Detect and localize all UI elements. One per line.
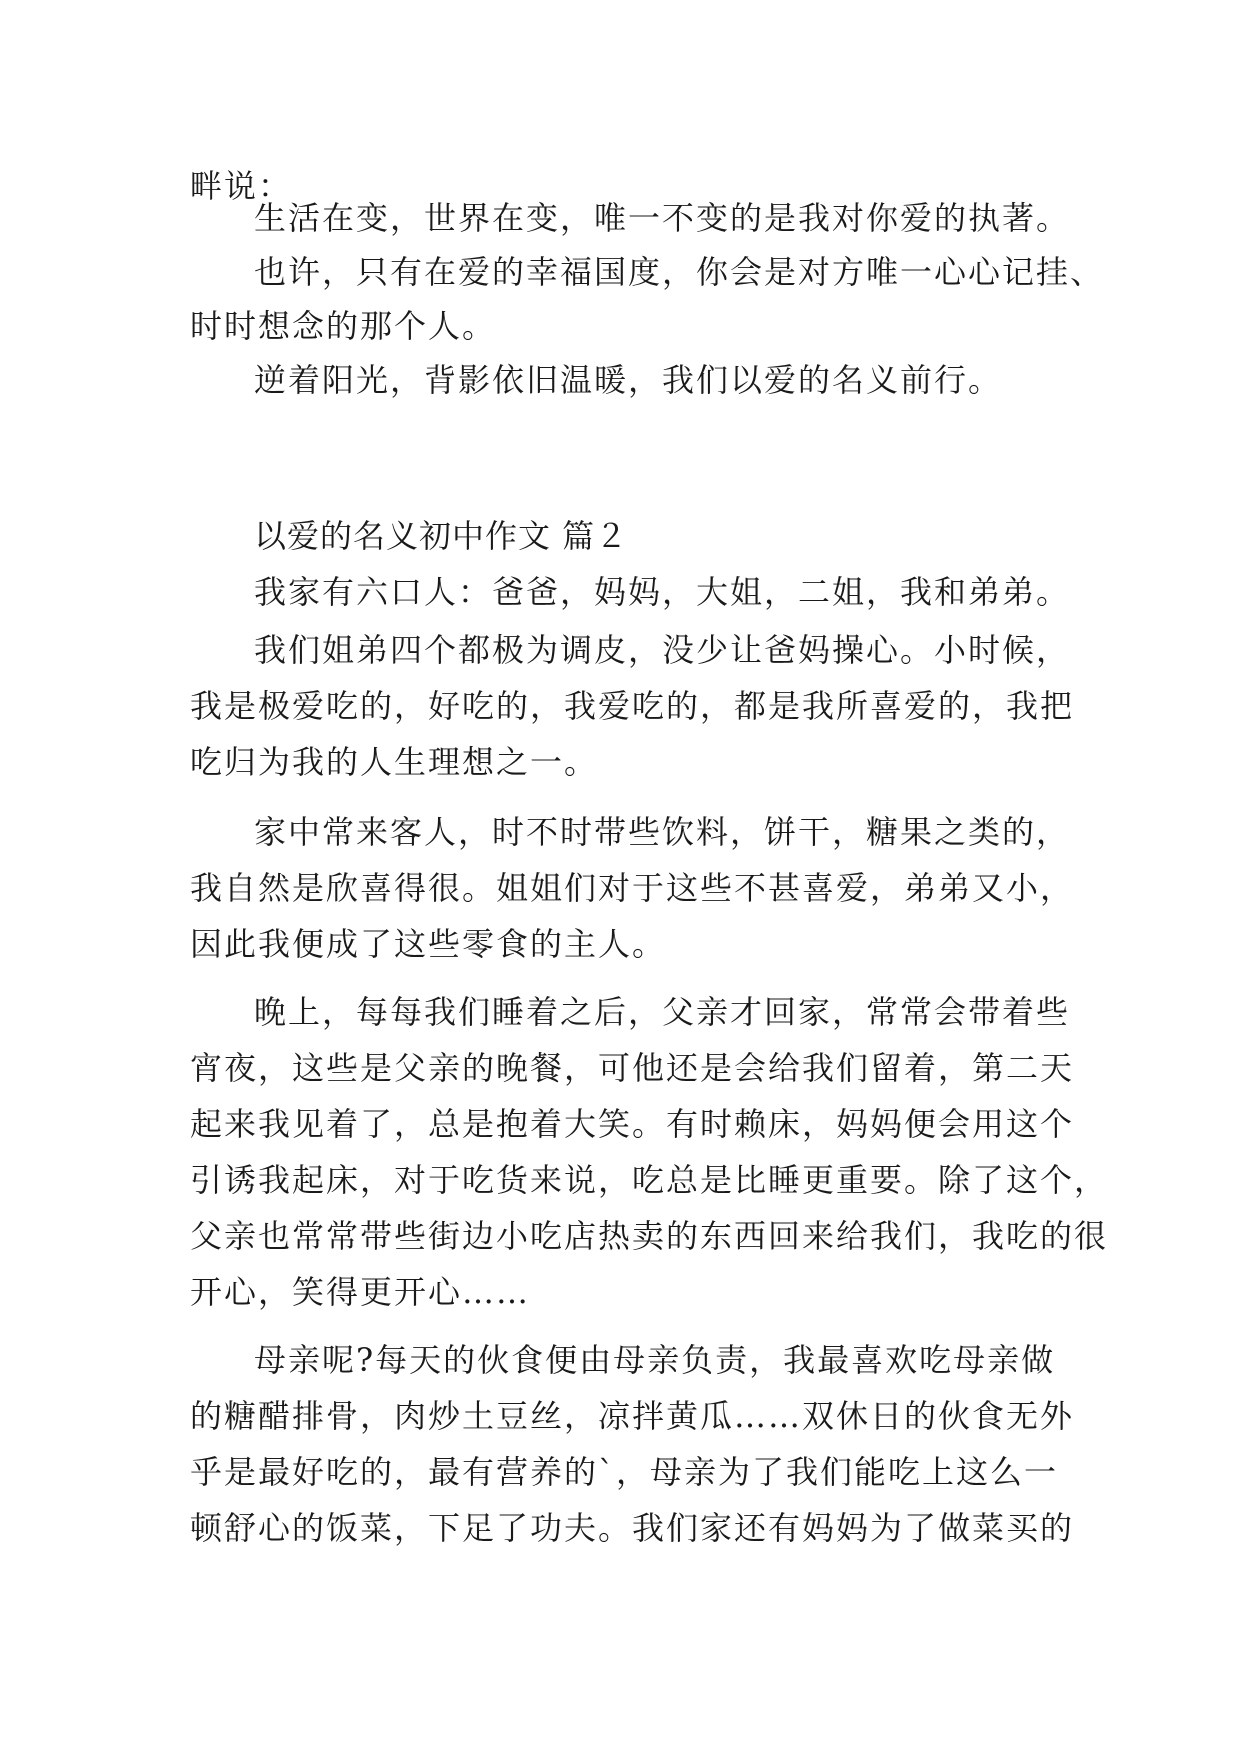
text-line: 时时想念的那个人。 — [190, 307, 497, 345]
text-line: 生活在变，世界在变，唯一不变的是我对你爱的执著。 — [254, 199, 1071, 237]
text-line: 我们姐弟四个都极为调皮，没少让爸妈操心。小时候， — [254, 631, 1071, 669]
text-line: 我自然是欣喜得很。姐姐们对于这些不甚喜爱，弟弟又小， — [190, 869, 1075, 907]
text-line: 我家有六口人：爸爸，妈妈，大姐，二姐，我和弟弟。 — [254, 573, 1071, 611]
text-line: 吃归为我的人生理想之一。 — [190, 743, 599, 781]
text-line: 畔说： — [190, 167, 293, 205]
text-line: 顿舒心的饭菜，下足了功夫。我们家还有妈妈为了做菜买的 — [190, 1509, 1075, 1547]
text-line: 宵夜，这些是父亲的晚餐，可他还是会给我们留着，第二天 — [190, 1049, 1075, 1087]
text-line: 家中常来客人，时不时带些饮料，饼干，糖果之类的， — [254, 813, 1071, 851]
text-line: 开心，笑得更开心…… — [190, 1273, 531, 1311]
text-line: 母亲呢?每天的伙食便由母亲负责，我最喜欢吃母亲做 — [254, 1341, 1056, 1379]
text-line: 因此我便成了这些零食的主人。 — [190, 925, 667, 963]
text-line: 乎是最好吃的，最有营养的`，母亲为了我们能吃上这么一 — [190, 1453, 1059, 1491]
text-line: 我是极爱吃的，好吃的，我爱吃的，都是我所喜爱的，我把 — [190, 687, 1075, 725]
text-line: 父亲也常常带些街边小吃店热卖的东西回来给我们，我吃的很 — [190, 1217, 1109, 1255]
text-line: 晚上，每每我们睡着之后，父亲才回家，常常会带着些 — [254, 993, 1071, 1031]
text-line: 的糖醋排骨，肉炒土豆丝，凉拌黄瓜……双休日的伙食无外 — [190, 1397, 1075, 1435]
text-line: 也许，只有在爱的幸福国度，你会是对方唯一心心记挂、 — [254, 253, 1105, 291]
text-line: 引诱我起床，对于吃货来说，吃总是比睡更重要。除了这个， — [190, 1161, 1109, 1199]
text-line: 逆着阳光，背影依旧温暖，我们以爱的名义前行。 — [254, 361, 1003, 399]
text-line: 起来我见着了，总是抱着大笑。有时赖床，妈妈便会用这个 — [190, 1105, 1075, 1143]
section-heading: 以爱的名义初中作文 篇２ — [254, 517, 629, 555]
